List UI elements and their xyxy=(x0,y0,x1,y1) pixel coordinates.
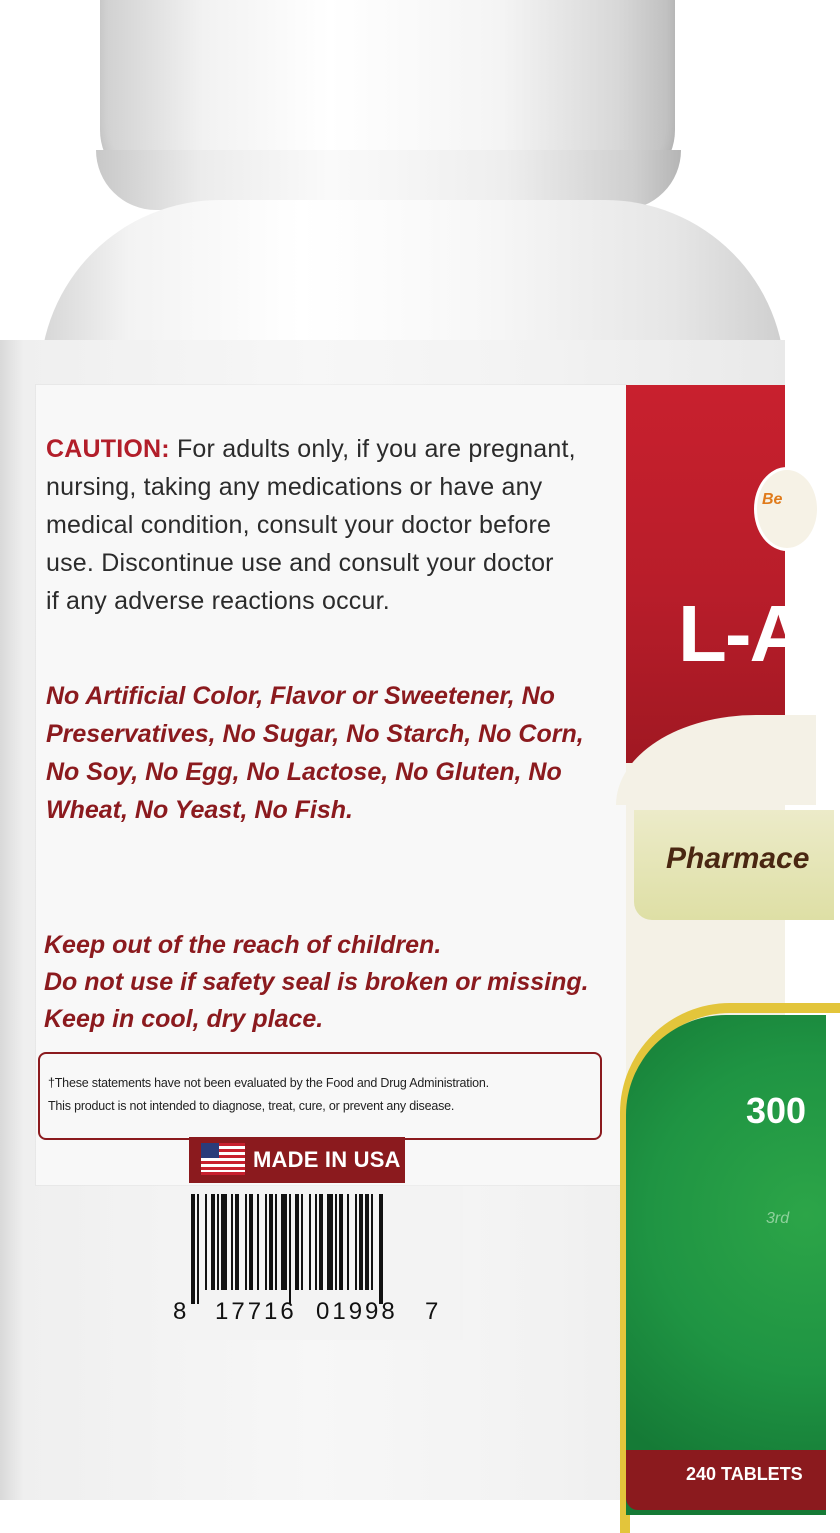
brand-logo xyxy=(754,467,820,551)
dose-subtext: 3rd xyxy=(766,1210,790,1227)
caution-lead: CAUTION: xyxy=(46,435,170,463)
barcode-bar xyxy=(235,1194,239,1290)
barcode-bar xyxy=(275,1194,277,1290)
barcode-bar xyxy=(335,1194,337,1290)
warning-line: Keep out of the reach of children. xyxy=(44,931,442,959)
barcode-digit-group: 8 xyxy=(173,1298,187,1325)
tablet-count: 240 TABLETS xyxy=(686,1464,803,1484)
free-from-line: Preservatives, No Sugar, No Starch, No Corn, xyxy=(46,720,584,748)
barcode-digit-group: 7 xyxy=(425,1298,439,1325)
disclaimer-line: †These statements have not been evaluated by the Food and Drug Administration. xyxy=(48,1076,489,1090)
us-flag-icon xyxy=(201,1143,245,1175)
brand-logo-text: Be xyxy=(762,491,783,508)
barcode-bar xyxy=(205,1194,207,1290)
barcode-bar xyxy=(265,1194,267,1290)
barcode-bar xyxy=(301,1194,303,1290)
product-name: L-Ar xyxy=(678,589,835,678)
made-in-usa-badge xyxy=(189,1137,405,1183)
barcode-bar xyxy=(211,1194,215,1290)
barcode-bar xyxy=(217,1194,219,1290)
barcode-bar xyxy=(365,1194,369,1290)
caution-line: if any adverse reactions occur. xyxy=(46,587,390,615)
barcode-bar xyxy=(281,1194,287,1290)
caution-line: nursing, taking any medications or have any xyxy=(46,473,543,501)
free-from-list xyxy=(46,677,606,829)
fda-disclaimer-box xyxy=(38,1052,602,1140)
barcode-bar xyxy=(257,1194,259,1290)
front-label-red-panel xyxy=(626,385,785,763)
free-from-line: Wheat, No Yeast, No Fish. xyxy=(46,796,353,824)
storage-warnings xyxy=(44,927,614,1038)
front-label xyxy=(626,385,835,1500)
barcode-bar xyxy=(191,1194,195,1304)
barcode-bar xyxy=(315,1194,317,1290)
barcode-bar xyxy=(295,1194,299,1290)
caution-line: CAUTION: For adults only, if you are pregnant, xyxy=(46,435,576,463)
barcode-bar xyxy=(269,1194,273,1290)
barcode-digit-group: 01998 xyxy=(316,1298,398,1325)
barcode-digits xyxy=(163,1298,463,1328)
free-from-line: No Soy, No Egg, No Lactose, No Gluten, No xyxy=(46,758,562,786)
caution-line: use. Discontinue use and consult your doctor xyxy=(46,549,554,577)
barcode-bar xyxy=(319,1194,323,1290)
warning-line: Do not use if safety seal is broken or missing. xyxy=(44,968,589,996)
barcode-bar xyxy=(309,1194,311,1290)
grade-text: Pharmace xyxy=(666,842,810,875)
barcode-bars xyxy=(191,1194,441,1304)
barcode-bar xyxy=(327,1194,333,1290)
barcode-bar xyxy=(371,1194,373,1290)
barcode-bar xyxy=(347,1194,349,1290)
barcode-bar xyxy=(197,1194,199,1304)
barcode-bar xyxy=(289,1194,291,1304)
fda-disclaimer xyxy=(48,1072,593,1118)
upc-barcode xyxy=(163,1186,463,1340)
made-in-usa-label: MADE IN USA xyxy=(253,1147,401,1172)
caution-text xyxy=(46,430,606,620)
barcode-bar xyxy=(379,1194,383,1304)
disclaimer-line: This product is not intended to diagnose, treat, cure, or prevent any disease. xyxy=(48,1099,455,1113)
barcode-bar xyxy=(359,1194,363,1290)
warning-line: Keep in cool, dry place. xyxy=(44,1005,324,1033)
barcode-bar xyxy=(355,1194,357,1290)
barcode-bar xyxy=(221,1194,227,1290)
dose-text: 300 xyxy=(746,1090,807,1131)
barcode-bar xyxy=(231,1194,233,1290)
barcode-bar xyxy=(339,1194,343,1290)
barcode-digit-group: 17716 xyxy=(215,1298,297,1325)
caution-line: medical condition, consult your doctor before xyxy=(46,511,552,539)
barcode-bar xyxy=(249,1194,253,1290)
barcode-bar xyxy=(245,1194,247,1290)
free-from-line: No Artificial Color, Flavor or Sweetener, No xyxy=(46,682,555,710)
